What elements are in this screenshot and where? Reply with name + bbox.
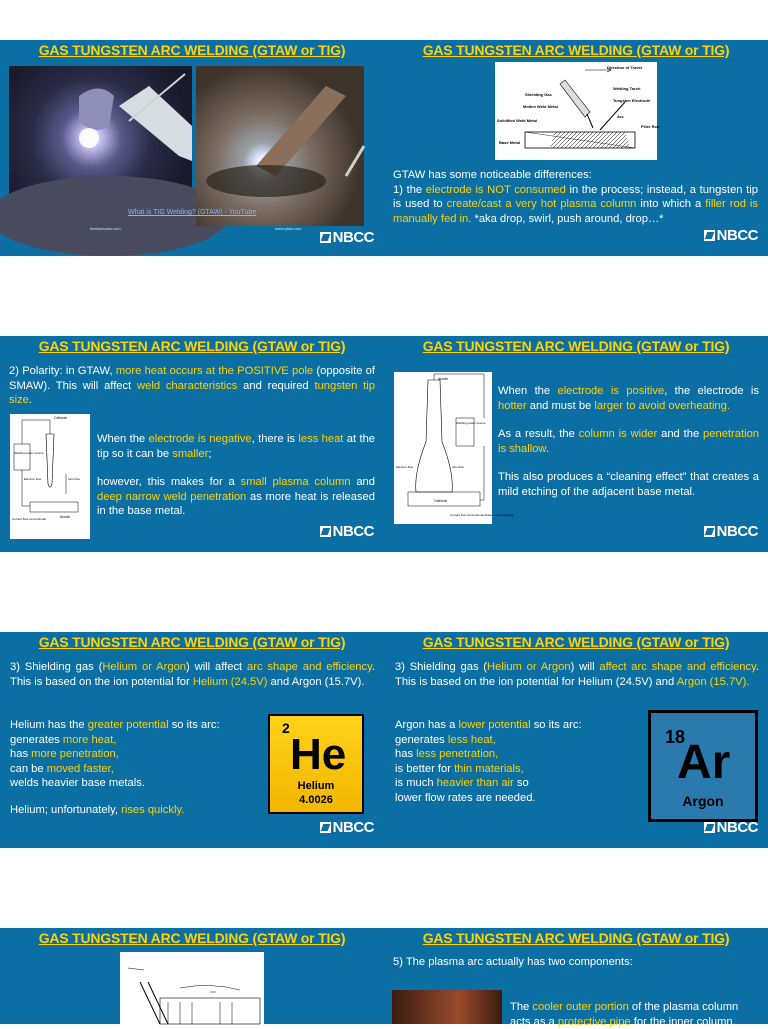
logo-text: NBCC (332, 523, 374, 540)
highlight: cooler outer portion (532, 1001, 629, 1013)
list-item (395, 747, 645, 762)
diagram-label: Arc (617, 114, 624, 119)
slide-5 (0, 632, 384, 848)
diagram-label: Welding power source (14, 451, 44, 455)
highlight: affect arc shape and efficiency (599, 661, 756, 673)
dcen-text (97, 432, 375, 528)
slide-title: GAS TUNGSTEN ARC WELDING (GTAW or TIG) (422, 930, 730, 946)
text: 1) the (393, 183, 426, 196)
highlight: Helium or Argon (102, 661, 187, 673)
diagram-label: Ions flow (68, 477, 80, 481)
text: . (545, 442, 549, 455)
highlight: create/cast a very hot plasma column (446, 198, 637, 210)
text: and must be (526, 399, 595, 412)
text: so its arc: (168, 719, 220, 731)
highlight: less heat, (447, 733, 496, 746)
diagram-label: Current flow conventional (12, 517, 46, 521)
slide-8 (384, 928, 768, 1028)
highlight: lower potential (458, 719, 531, 731)
highlight: thin materials, (454, 762, 524, 775)
text: is much (395, 777, 437, 789)
text: . (28, 394, 33, 406)
nbcc-logo (320, 523, 374, 540)
dcen-diagram (10, 414, 90, 539)
list-item (395, 762, 645, 777)
welder-photo (9, 66, 192, 226)
text: As a result, the (498, 428, 579, 440)
gtaw-process-illustration (495, 62, 660, 160)
highlight: Helium (24.5V) (192, 675, 268, 688)
text: The (510, 1001, 533, 1013)
slide-4 (384, 336, 768, 552)
logo-text: NBCC (332, 819, 374, 836)
highlight: more penetration, (31, 748, 119, 760)
point-1 (393, 183, 758, 227)
text: 3) Shielding gas ( (395, 661, 488, 673)
element-name: Argon (682, 793, 724, 809)
text: , there is (251, 433, 299, 445)
text: is better for (395, 762, 455, 775)
helium-footnote (10, 803, 260, 818)
highlight: protective pipe (557, 1015, 631, 1028)
dcen-paragraph-2 (97, 475, 375, 519)
welding-scene-illustration (9, 66, 192, 226)
slide-3 (0, 336, 384, 552)
text: . This is based on the ion potential for (10, 661, 375, 688)
torch-closeup-illustration (196, 66, 364, 226)
highlight: greater potential (87, 719, 169, 731)
text: generates (10, 733, 63, 746)
highlight: filler rod is manually fed in. (393, 198, 758, 225)
slide-title: GAS TUNGSTEN ARC WELDING (GTAW or TIG) (422, 42, 730, 58)
highlight: electrode is NOT consumed (425, 183, 566, 196)
photo-caption-left: thefabricator.com (90, 226, 121, 231)
diagram-label: Anode (438, 377, 449, 381)
tig-torch-photo (196, 66, 364, 226)
text: Argon has a (395, 719, 459, 731)
diagram-label: Ions flow (452, 465, 464, 469)
nbcc-logo-icon (704, 526, 715, 537)
slide-1 (0, 40, 384, 256)
slide-6 (384, 632, 768, 848)
text: into which a (636, 198, 706, 210)
diagram-label: Current flow conventional (base metal cleaning) (450, 513, 514, 517)
argon-heading (395, 718, 645, 733)
helium-element-tile (268, 714, 364, 814)
text: Helium has the (10, 719, 88, 731)
text: so (513, 777, 529, 789)
highlight: penetration is shallow (498, 428, 760, 455)
list-item (10, 747, 260, 762)
text: generates (395, 733, 448, 746)
diagram-label: Cathode (54, 416, 68, 420)
helium-heading (10, 718, 260, 733)
highlight: arc shape and efficiency (247, 661, 372, 673)
text: . This is based on the ion potential for Helium (24.5V) and (395, 661, 759, 688)
logo-text: NBCC (716, 227, 758, 244)
diagram-label: Anode (60, 515, 71, 519)
plasma-text (510, 1000, 760, 1029)
highlight: less penetration, (416, 748, 499, 760)
text: , the electrode is (664, 385, 759, 397)
highlight: rises quickly. (121, 803, 185, 816)
highlight: hotter (498, 399, 527, 412)
list-item: lower flow rates are needed. (395, 791, 536, 804)
text: can be (10, 762, 47, 775)
dcep-text (498, 384, 759, 508)
text: in the process; instead, a tungsten tip is used to (393, 183, 758, 210)
highlight: Argon (15.7V). (676, 675, 750, 688)
highlight: larger to avoid overheating. (594, 399, 730, 412)
text: and (350, 476, 375, 488)
helium-text (10, 718, 260, 817)
highlight: Helium or Argon (487, 661, 571, 673)
text: ) will affect (186, 661, 248, 673)
polarity-intro (9, 364, 375, 408)
shielding-gas-intro (10, 660, 375, 689)
dcep-paragraph-3: This also produces a “cleaning effect” that creates a mild etching of the adjacent base metal. (498, 471, 759, 498)
text: Helium; unfortunately, (10, 803, 122, 816)
text: and Argon (15.7V). (267, 675, 365, 688)
nbcc-logo-icon (704, 822, 715, 833)
highlight: weld characteristics (137, 379, 238, 392)
text: When the (498, 385, 558, 397)
highlight: less heat (298, 433, 344, 445)
highlight: tungsten tip size (9, 379, 375, 406)
text: When the (97, 433, 149, 445)
highlight: more heat occurs at the POSITIVE pole (115, 365, 314, 377)
element-number: 18 (665, 727, 686, 747)
plasma-intro: 5) The plasma arc actually has two components: (393, 956, 633, 968)
nbcc-logo (704, 227, 758, 244)
highlight: electrode is positive (557, 385, 665, 397)
text: of the plasma column acts as a (510, 1001, 739, 1028)
text: so its arc: (530, 719, 582, 731)
slide-title: GAS TUNGSTEN ARC WELDING (GTAW or TIG) (38, 42, 346, 58)
text: *aka drop, swirl, push around, drop…* (471, 212, 664, 225)
slide-title: GAS TUNGSTEN ARC WELDING (GTAW or TIG) (422, 338, 730, 354)
logo-text: NBCC (716, 523, 758, 540)
slide-title: GAS TUNGSTEN ARC WELDING (GTAW or TIG) (38, 634, 346, 650)
list-item: welds heavier base metals. (10, 777, 145, 789)
text: at the tip so it can be (97, 433, 376, 460)
text: however, this makes for a (97, 476, 241, 488)
text: and required (237, 379, 315, 392)
element-number: 2 (282, 720, 290, 736)
argon-element-tile (648, 710, 758, 822)
text: for the inner column. (630, 1015, 736, 1028)
highlight: moved faster, (46, 762, 114, 775)
text: ) will (570, 661, 600, 673)
dcep-paragraph-2 (498, 427, 759, 456)
photo-caption-right: www.gtaw.com (275, 226, 302, 231)
text: 2) Polarity: in GTAW, (9, 365, 116, 377)
nbcc-logo-icon (320, 232, 331, 243)
nbcc-logo (704, 819, 758, 836)
nbcc-logo-icon (320, 526, 331, 537)
logo-text: NBCC (716, 819, 758, 836)
slide-2 (384, 40, 768, 256)
diagram-label: Tungsten Electrode (613, 98, 651, 103)
element-symbol: He (290, 730, 347, 779)
diagram-label: Welding Torch (613, 86, 641, 91)
slide-title: GAS TUNGSTEN ARC WELDING (GTAW or TIG) (422, 634, 730, 650)
text: and the (657, 428, 704, 440)
nbcc-logo (320, 819, 374, 836)
diagram-label: Molten Weld Metal (523, 104, 558, 109)
diagram-label: Filler Rod (641, 124, 660, 129)
element-mass: 4.0026 (299, 794, 333, 806)
torch-cross-section-illustration (120, 952, 264, 1024)
text: as more heat is released in the base metal. (97, 490, 375, 517)
diagram-label: Direction of Travel (607, 65, 642, 70)
diagram-label: Welding power source (456, 421, 486, 425)
list-item (395, 776, 645, 791)
list-item (395, 733, 645, 748)
element-name: Helium (297, 780, 335, 792)
highlight: column is wider (578, 428, 658, 440)
highlight: smaller (172, 447, 209, 460)
list-item (10, 733, 260, 748)
logo-text: NBCC (332, 229, 374, 246)
list-item (10, 762, 260, 777)
slide-title: GAS TUNGSTEN ARC WELDING (GTAW or TIG) (38, 930, 346, 946)
element-symbol: Ar (677, 736, 731, 789)
diagram-label: Electron flow (24, 477, 42, 481)
gtaw-process-diagram (495, 62, 660, 160)
nbcc-logo-icon (320, 822, 331, 833)
slide-7 (0, 928, 384, 1024)
youtube-link[interactable]: What is TIG Welding? (GTAW) - YouTube (128, 209, 257, 216)
diagram-label: Base Metal (499, 140, 520, 145)
shielding-gas-intro (395, 660, 759, 689)
slide-2-body (393, 168, 758, 226)
highlight: deep narrow weld penetration (97, 490, 247, 503)
dcen-paragraph-1 (97, 432, 375, 461)
text: (opposite of SMAW). This will affect (9, 365, 375, 392)
text: has (10, 748, 32, 760)
highlight: more heat, (62, 733, 117, 746)
diagram-label: Electron flow (396, 465, 414, 469)
nbcc-logo (704, 523, 758, 540)
diagram-label: Cathode (434, 499, 448, 503)
highlight: heavier than air (436, 777, 514, 789)
torch-cross-section-diagram (120, 952, 264, 1024)
highlight: electrode is negative (148, 433, 252, 445)
highlight: small plasma column (240, 476, 351, 488)
intro-text: GTAW has some noticeable differences: (393, 169, 592, 181)
argon-text (395, 718, 645, 805)
nbcc-logo-icon (704, 230, 715, 241)
diagram-label: Shielding Gas (525, 92, 552, 97)
diagram-label: Solidified Weld Metal (497, 118, 537, 123)
plasma-arc-photo (392, 990, 502, 1024)
nbcc-logo (320, 229, 374, 246)
dcen-circuit-illustration (10, 414, 90, 539)
text: 3) Shielding gas ( (10, 661, 103, 673)
text: ; (208, 447, 212, 460)
dcep-paragraph-1 (498, 384, 759, 413)
slide-title: GAS TUNGSTEN ARC WELDING (GTAW or TIG) (38, 338, 346, 354)
text: has (395, 748, 417, 760)
